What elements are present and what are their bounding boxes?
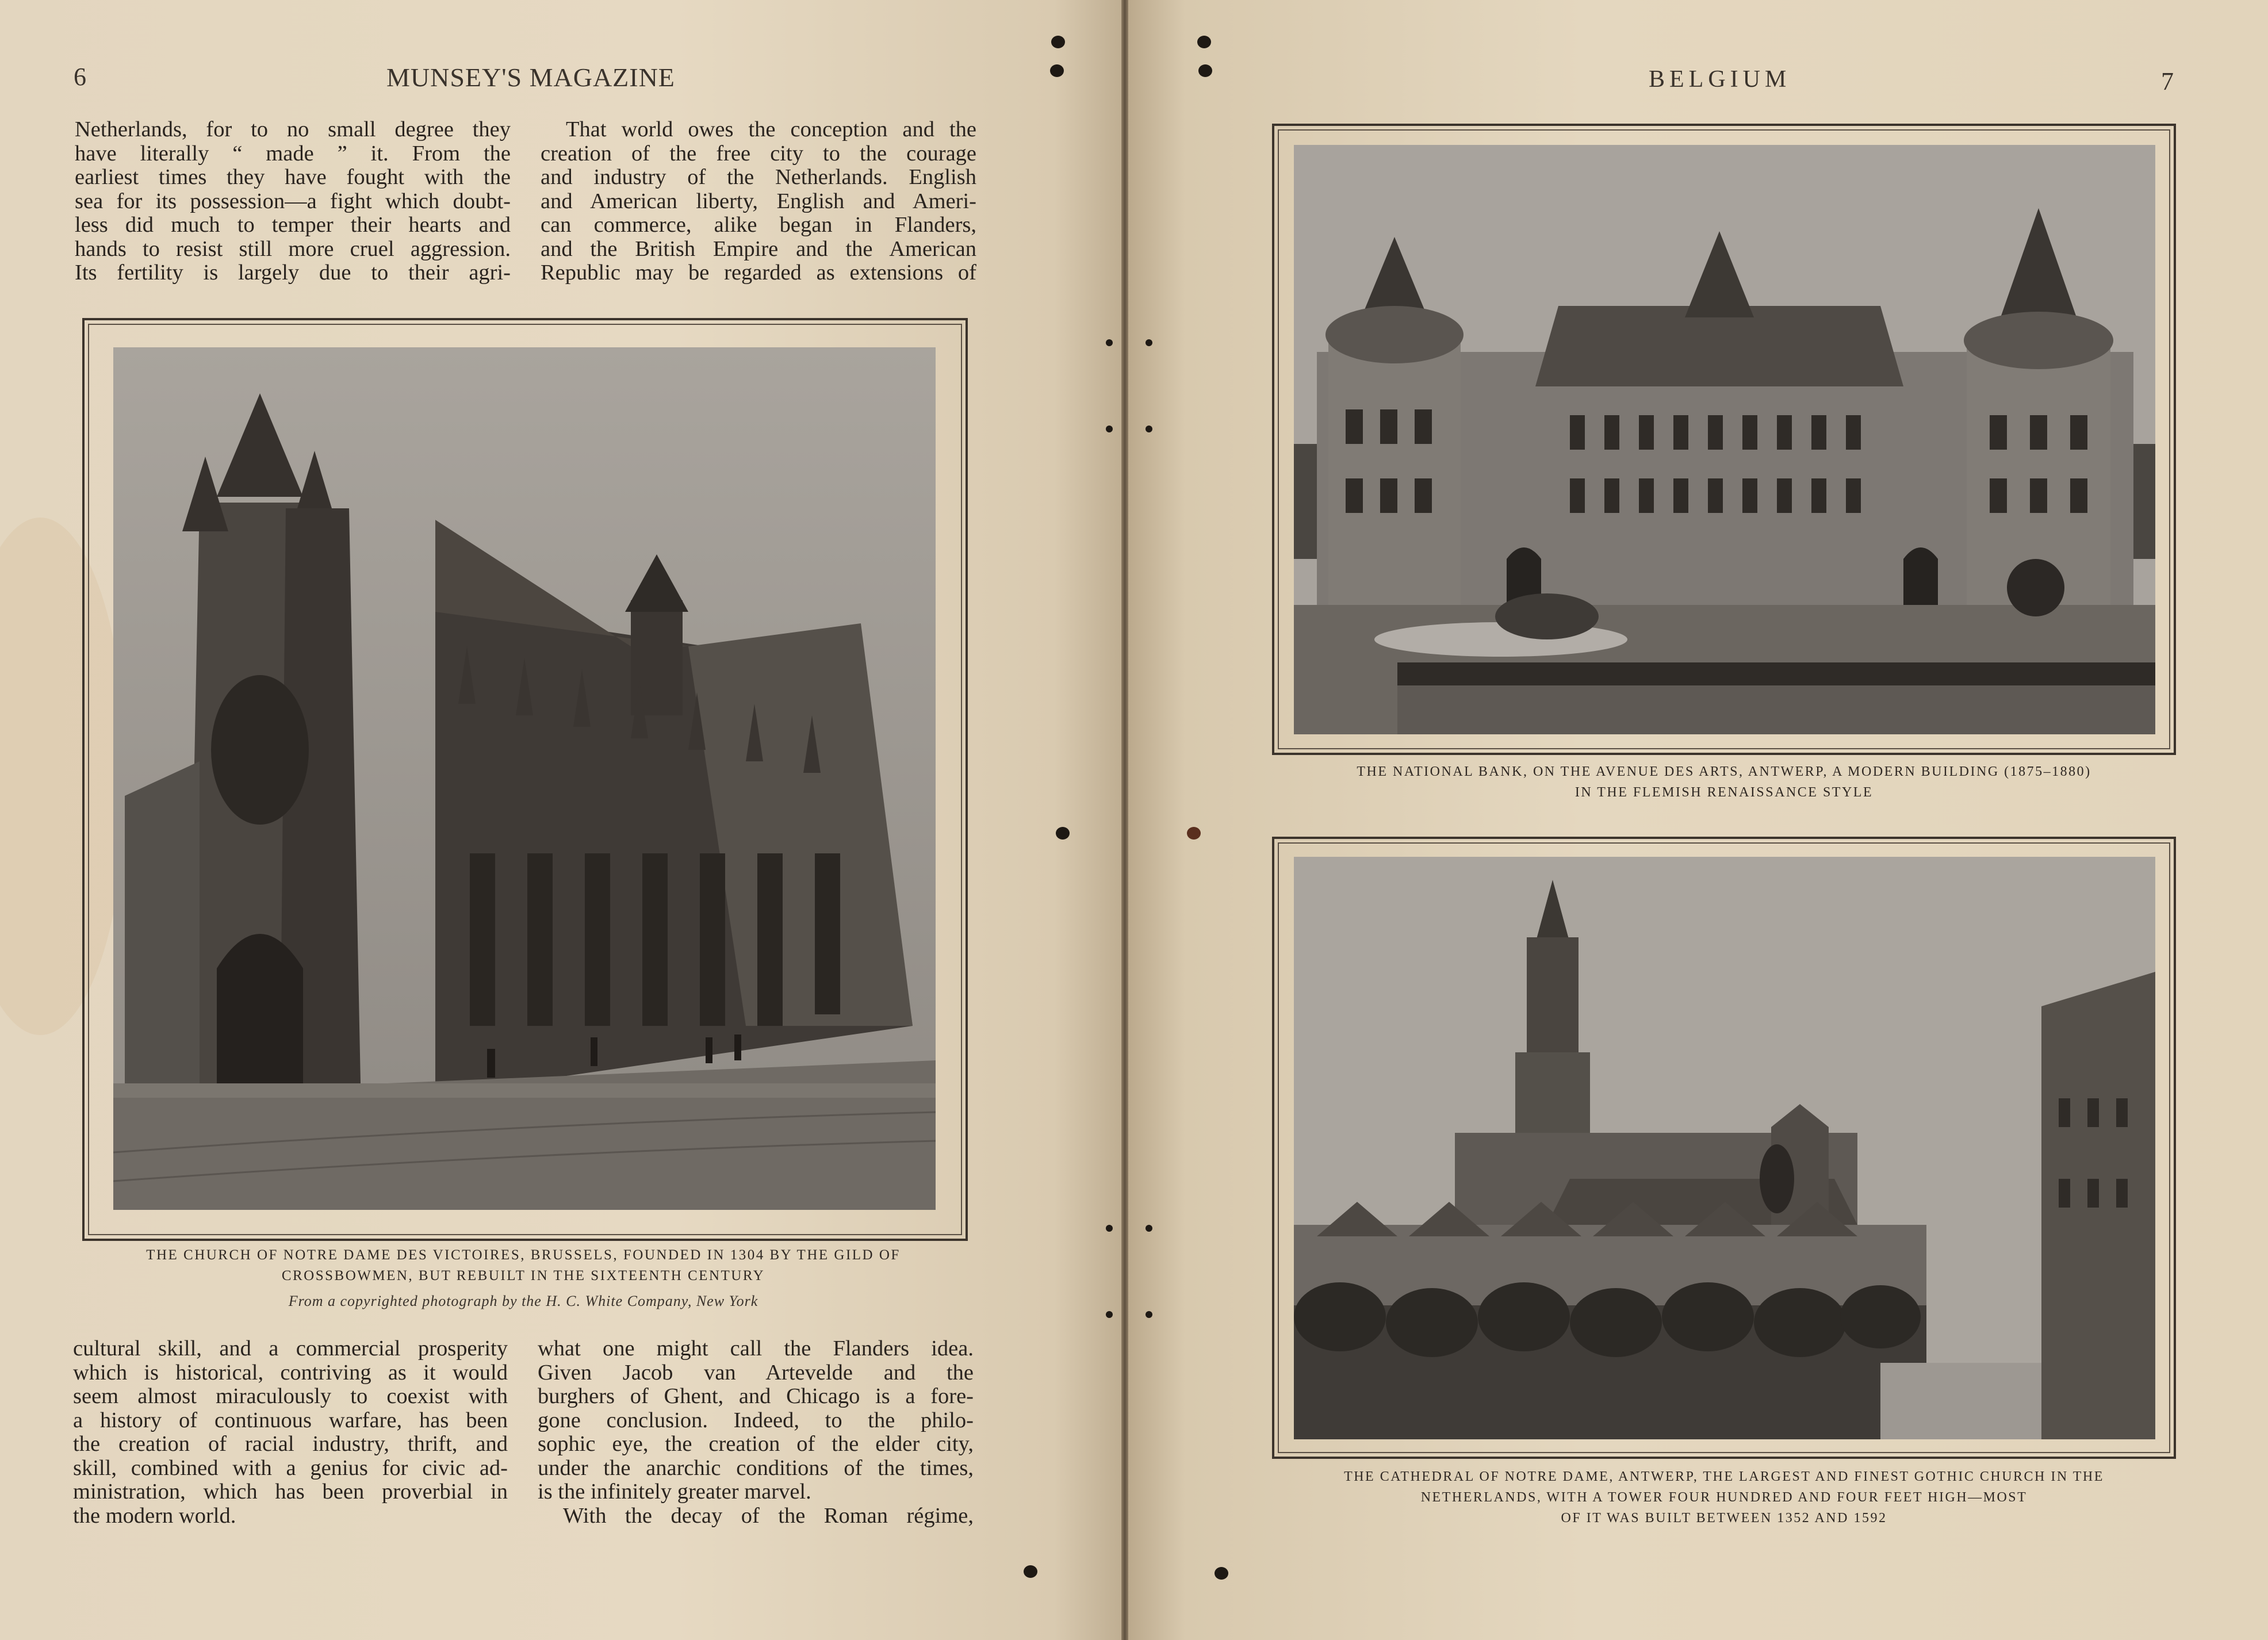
- text-line: With the decay of the Roman régime,: [563, 1503, 974, 1528]
- text-line: the creation of racial industry, thrift, and: [73, 1432, 508, 1456]
- running-head: MUNSEY'S MAGAZINE: [386, 63, 675, 92]
- text-line: cultural skill, and a commercial prosperity: [73, 1336, 508, 1361]
- right-page: [1128, 0, 2268, 1640]
- text-line: skill, combined with a genius for civic ad-: [73, 1455, 508, 1480]
- text-line: burghers of Ghent, and Chicago is a fore-: [538, 1384, 974, 1408]
- text-line: can commerce, alike began in Flanders,: [541, 213, 976, 237]
- text-line: Republic may be regarded as extensions of: [541, 260, 976, 285]
- text-line: Given Jacob van Artevelde and the: [538, 1360, 974, 1385]
- figure-caption-line-3: OF IT WAS BUILT BETWEEN 1352 AND 1592: [1561, 1511, 1887, 1526]
- text-column-bottom-1: [73, 1337, 508, 1528]
- text-line: less did much to temper their hearts and: [75, 213, 511, 237]
- text-line: have literally “ made ” it. From the: [75, 141, 511, 166]
- figure-caption-line-2: CROSSBOWMEN, BUT REBUILT IN THE SIXTEENTH CENTURY: [281, 1268, 765, 1283]
- binding-hole: [1146, 1311, 1152, 1318]
- figure-caption-line-1: THE CATHEDRAL OF NOTRE DAME, ANTWERP, THE LARGEST AND FINEST GOTHIC CHURCH IN THE: [1344, 1469, 2104, 1484]
- church-photo: [113, 347, 936, 1210]
- text-line: and industry of the Netherlands. English: [541, 165, 976, 189]
- figure-caption-line-1: THE NATIONAL BANK, ON THE AVENUE DES ARTS, ANTWERP, A MODERN BUILDING (1875–1880): [1357, 764, 2091, 779]
- text-line: gone conclusion. Indeed, to the philo-: [538, 1408, 974, 1432]
- figure-caption-line-2: IN THE FLEMISH RENAISSANCE STYLE: [1574, 785, 1874, 800]
- binding-hole: [1106, 339, 1113, 346]
- text-line: the modern world.: [73, 1503, 236, 1528]
- binding-hole: [1215, 1567, 1228, 1580]
- text-line: Its fertility is largely due to their agri-: [75, 260, 511, 285]
- binding-hole: [1197, 36, 1211, 48]
- photo-credit: From a copyrighted photograph by the H. C. White Company, New York: [288, 1293, 758, 1309]
- figure-caption-line-2: NETHERLANDS, WITH A TOWER FOUR HUNDRED AND FOUR FEET HIGH—MOST: [1420, 1490, 2028, 1505]
- text-column-bottom-2: [538, 1337, 974, 1528]
- binding-hole: [1051, 36, 1065, 48]
- text-line: seem almost miraculously to coexist with: [73, 1384, 508, 1408]
- binding-hole: [1146, 339, 1152, 346]
- binding-hole: [1106, 426, 1113, 432]
- binding-hole: [1187, 827, 1201, 840]
- text-line: sea for its possession—a fight which doubt-: [75, 189, 511, 213]
- text-line: sophic eye, the creation of the elder city,: [538, 1432, 974, 1456]
- page-number: 7: [2161, 67, 2174, 95]
- binding-hole: [1198, 64, 1212, 77]
- text-line: Netherlands, for to no small degree they: [75, 117, 511, 141]
- binding-hole: [1050, 64, 1064, 77]
- binding-hole: [1106, 1225, 1113, 1232]
- cathedral-photo: [1294, 857, 2155, 1439]
- text-line: under the anarchic conditions of the times,: [538, 1455, 974, 1480]
- text-line: hands to resist still more cruel aggression.: [75, 236, 511, 261]
- text-line: what one might call the Flanders idea.: [538, 1336, 974, 1361]
- binding-hole: [1106, 1311, 1113, 1318]
- figure-caption-line-1: THE CHURCH OF NOTRE DAME DES VICTOIRES, BRUSSELS, FOUNDED IN 1304 BY THE GILD OF: [146, 1247, 901, 1263]
- page-number: 6: [74, 63, 86, 91]
- binding-hole: [1024, 1565, 1037, 1578]
- binding-hole: [1146, 1225, 1152, 1232]
- text-line: ministration, which has been proverbial in: [73, 1480, 508, 1504]
- binding-hole: [1146, 426, 1152, 432]
- text-column-top-2: [541, 118, 976, 285]
- running-head: BELGIUM: [1649, 66, 1791, 93]
- national-bank-photo: [1294, 145, 2155, 734]
- text-line: earliest times they have fought with the: [75, 165, 511, 189]
- text-line: and the British Empire and the American: [541, 236, 976, 261]
- left-page: [0, 0, 1121, 1640]
- text-line: which is historical, contriving as it would: [73, 1360, 508, 1385]
- text-line: That world owes the conception and the: [566, 117, 976, 141]
- text-line: a history of continuous warfare, has been: [73, 1408, 508, 1432]
- text-line: creation of the free city to the courage: [541, 141, 976, 166]
- text-line: and American liberty, English and Ameri-: [541, 189, 976, 213]
- text-column-top-1: [75, 118, 511, 285]
- binding-hole: [1056, 827, 1070, 840]
- text-line: is the infinitely greater marvel.: [538, 1480, 811, 1504]
- book-gutter: [1121, 0, 1128, 1640]
